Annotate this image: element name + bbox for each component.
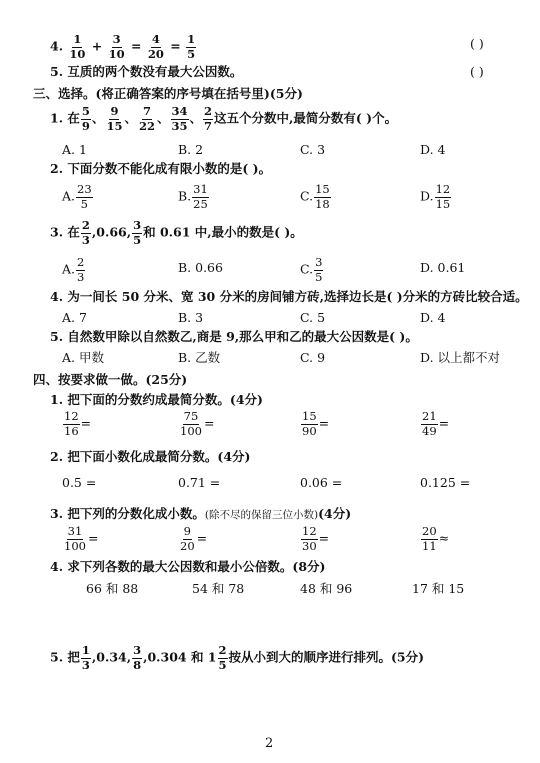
option-d: D. 以上都不对 — [420, 350, 501, 365]
item: $\frac{12}{16}$ = — [64, 409, 92, 438]
option-d: D. 4 — [420, 310, 446, 325]
item: 54 和 78 — [192, 581, 245, 596]
answer-paren[interactable]: ( ) — [470, 64, 484, 79]
question-3-1: 1. 在 $\frac{5}{9}$ 、 $\frac{9}{15}$ 、 $\frac{7}{22}$ 、 $\frac{34}{35}$ 、 $\frac{2}{7}$ 这五个分数中,最简分数有( )个。 — [50, 104, 398, 133]
item: 48 和 96 — [300, 581, 353, 596]
question-3-3: 3. 在 $\frac{2}{3}$ ,0.66, $\frac{3}{5}$ 和 0.61 中,最小的数是( )。 — [50, 218, 303, 247]
item: 0.5 = — [62, 475, 97, 490]
item: $\frac{75}{100}$ = — [180, 409, 215, 438]
fraction: $\frac{1}{10}$ — [69, 32, 86, 61]
option-d: D. $\frac{12}{15}$ — [420, 182, 451, 211]
item: $\frac{21}{49}$ = — [422, 409, 450, 438]
fraction: $\frac{4}{20}$ — [147, 32, 164, 61]
option-c: C. 3 — [300, 142, 326, 157]
section-3-heading: 三、选择。(将正确答案的序号填在括号里)(5分) — [33, 86, 303, 101]
option-c: C. 5 — [300, 310, 326, 325]
answer-paren[interactable]: ( ) — [470, 36, 484, 51]
option-a: A. $\frac{23}{5}$ — [62, 182, 92, 211]
question-3-4: 4. 为一间长 50 分米、宽 30 分米的房间铺方砖,选择边长是( )分米的方砖比较合适。 — [50, 289, 528, 304]
question-4-5: 5. 把 $\frac{1}{3}$ ,0.34, $\frac{3}{8}$ ,0.304 和 1 $\frac{2}{5}$ 按从小到大的顺序进行排列。(5分) — [50, 643, 425, 672]
fraction: $\frac{1}{5}$ — [187, 32, 196, 61]
item: 66 和 88 — [86, 581, 139, 596]
option-b: B. 3 — [178, 310, 204, 325]
option-a: A. 7 — [62, 310, 87, 325]
question-4-2: 2. 把下面小数化成最简分数。(4分) — [50, 449, 251, 464]
option-b: B. 0.66 — [178, 260, 223, 275]
option-d: D. 0.61 — [420, 260, 466, 275]
question-4-3: 3. 把下列的分数化成小数。(除不尽的保留三位小数)(4分) — [50, 506, 352, 521]
question-4-4: 4. 求下列各数的最大公因数和最小公倍数。(8分) — [50, 559, 326, 574]
item: 0.06 = — [300, 475, 343, 490]
option-a: A. 甲数 — [62, 350, 104, 365]
item: 0.125 = — [420, 475, 471, 490]
question-2-4: 4. $\frac{1}{10}$ + $\frac{3}{10}$ = $\frac{4}{20}$ = $\frac{1}{5}$ — [50, 32, 196, 61]
item: $\frac{31}{100}$ = — [64, 524, 99, 553]
question-3-2: 2. 下面分数不能化成有限小数的是( )。 — [50, 161, 272, 176]
option-c: C. $\frac{3}{5}$ — [300, 255, 323, 284]
option-b: B. 乙数 — [178, 350, 221, 365]
page-number: 2 — [265, 736, 274, 751]
option-b: B. 2 — [178, 142, 204, 157]
option-a: A. $\frac{2}{3}$ — [62, 255, 85, 284]
option-c: C. $\frac{15}{18}$ — [300, 182, 330, 211]
option-d: D. 4 — [420, 142, 446, 157]
item: $\frac{9}{20}$ = — [180, 524, 208, 553]
item: 0.71 = — [178, 475, 221, 490]
question-2-5: 5. 互质的两个数没有最大公因数。 — [50, 64, 243, 79]
question-4-1: 1. 把下面的分数约成最简分数。(4分) — [50, 392, 263, 407]
fraction: $\frac{3}{10}$ — [108, 32, 125, 61]
item: $\frac{12}{30}$ = — [302, 524, 330, 553]
option-a: A. 1 — [62, 142, 87, 157]
item: $\frac{15}{90}$ = — [302, 409, 330, 438]
item: $\frac{20}{11}$ ≈ — [422, 524, 450, 553]
question-3-5: 5. 自然数甲除以自然数乙,商是 9,那么甲和乙的最大公因数是( )。 — [50, 329, 418, 344]
option-c: C. 9 — [300, 350, 326, 365]
option-b: B. $\frac{31}{25}$ — [178, 182, 208, 211]
item: 17 和 15 — [412, 581, 465, 596]
section-4-heading: 四、按要求做一做。(25分) — [33, 372, 188, 387]
